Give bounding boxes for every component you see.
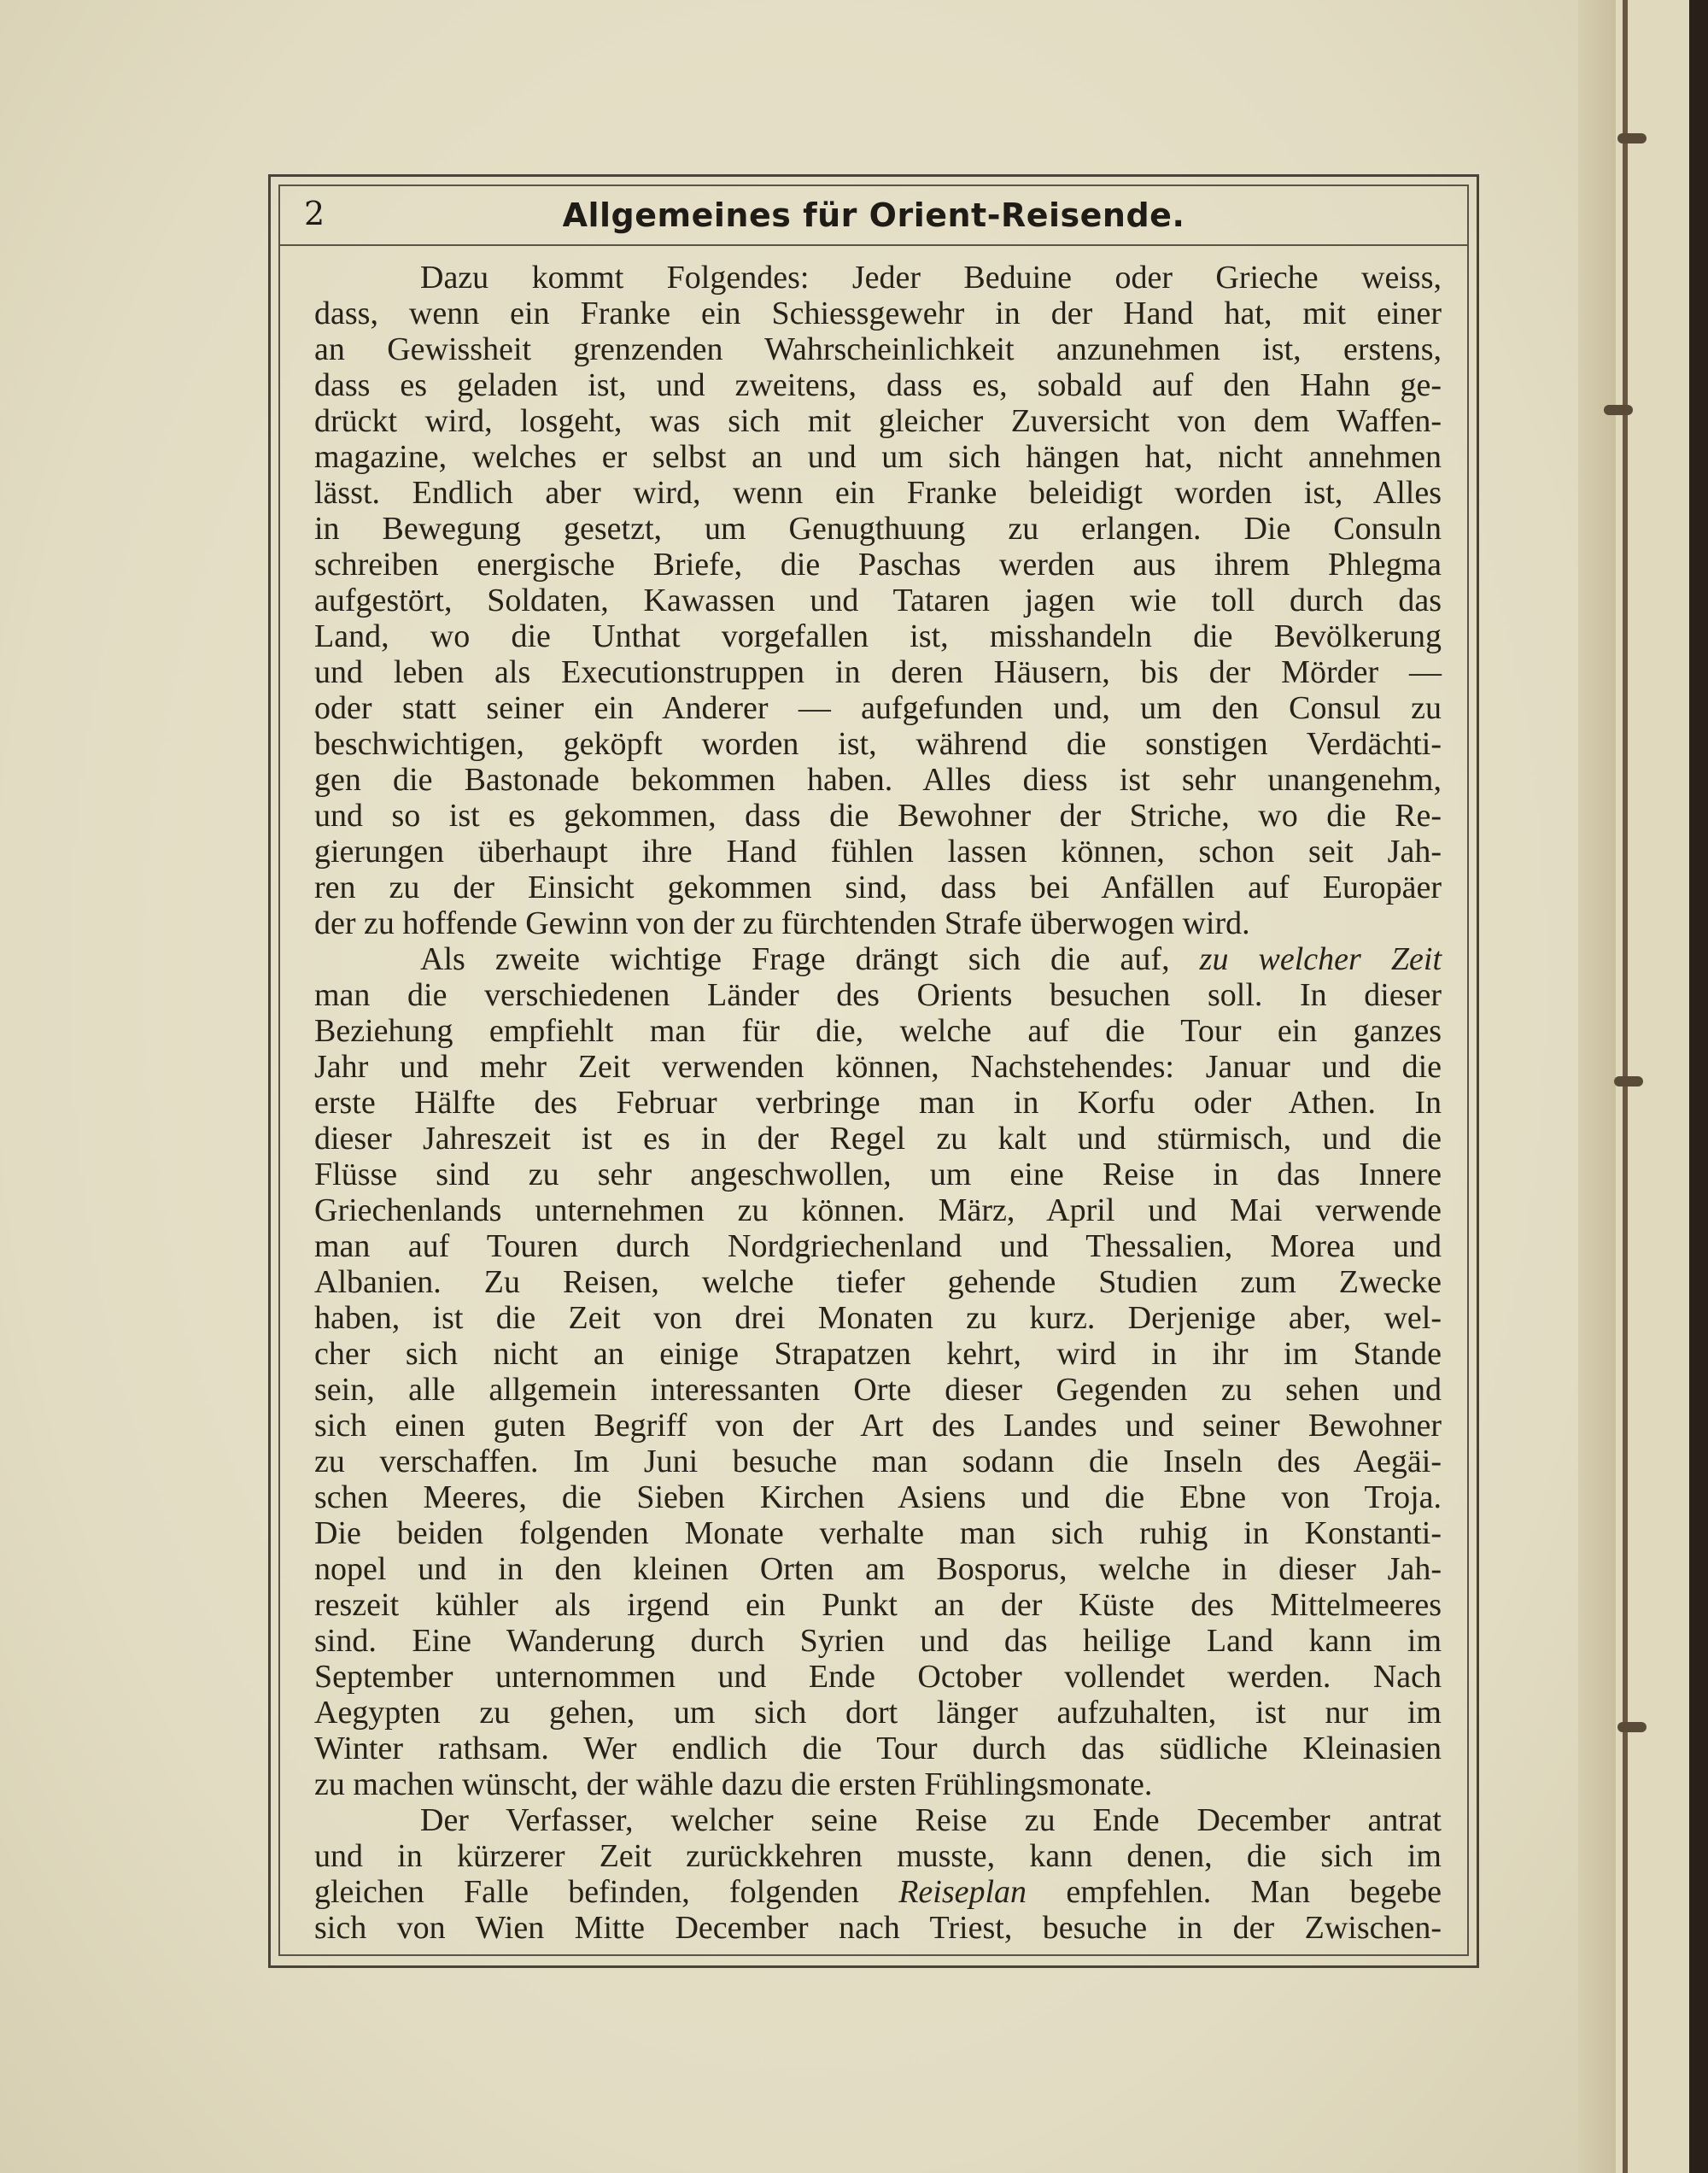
text-line: Flüsse sind zu sehr angeschwollen, um eine Reise in das Innere	[314, 1157, 1442, 1192]
text-line: gen die Bastonade bekommen haben. Alles diess ist sehr unangenehm,	[314, 762, 1442, 798]
text-line: drückt wird, losgeht, was sich mit gleicher Zuversicht von dem Waffen-	[314, 403, 1442, 439]
text-line: Jahr und mehr Zeit verwenden können, Nachstehendes: Januar und die	[314, 1049, 1442, 1085]
page-edge	[1578, 0, 1616, 2173]
paragraph-2	[314, 941, 1442, 1802]
text-line: schen Meeres, die Sieben Kirchen Asiens und die Ebne von Troja.	[314, 1479, 1442, 1515]
binding-stitch	[1604, 405, 1633, 415]
text-line: Der Verfasser, welcher seine Reise zu Ende December antrat	[420, 1802, 1442, 1838]
text-line: haben, ist die Zeit von drei Monaten zu kurz. Derjenige aber, wel-	[314, 1300, 1442, 1336]
text-line: oder statt seiner ein Anderer — aufgefunden und, um den Consul zu	[314, 690, 1442, 726]
text-line: zu verschaffen. Im Juni besuche man sodann die Inseln des Aegäi-	[314, 1444, 1442, 1479]
text-line: lässt. Endlich aber wird, wenn ein Franke beleidigt worden ist, Alles	[314, 475, 1442, 511]
book-spine	[1689, 0, 1708, 2173]
italic-phrase: zu welcher Zeit	[1199, 941, 1442, 977]
text-line: Griechenlands unternehmen zu können. März, April und Mai verwende	[314, 1192, 1442, 1228]
page-number: 2	[304, 195, 325, 232]
binding-stitch	[1617, 1722, 1647, 1732]
text-line: sich von Wien Mitte December nach Triest, besuche in der Zwischen-	[314, 1910, 1442, 1946]
paragraph-1	[314, 260, 1442, 941]
text-line: und leben als Executionstruppen in deren Häusern, bis der Mörder —	[314, 654, 1442, 690]
text-line: cher sich nicht an einige Strapatzen kehrt, wird in ihr im Stande	[314, 1336, 1442, 1372]
text-line: Land, wo die Unthat vorgefallen ist, misshandeln die Bevölkerung	[314, 618, 1442, 654]
binding-stitch	[1617, 133, 1647, 144]
text-line: und so ist es gekommen, dass die Bewohner der Striche, wo die Re-	[314, 798, 1442, 834]
text-line: beschwichtigen, geköpft worden ist, während die sonstigen Verdächti-	[314, 726, 1442, 762]
text-line: sich einen guten Begriff von der Art des Landes und seiner Bewohner	[314, 1408, 1442, 1444]
text-line: nopel und in den kleinen Orten am Bosporus, welche in dieser Jah-	[314, 1551, 1442, 1587]
italic-phrase: Reiseplan	[898, 1874, 1027, 1910]
text-line: Dazu kommt Folgendes: Jeder Beduine oder Grieche weiss,	[420, 260, 1442, 296]
text-line: Albanien. Zu Reisen, welche tiefer gehende Studien zum Zwecke	[314, 1264, 1442, 1300]
book-binding	[1616, 0, 1708, 2173]
text-line: schreiben energische Briefe, die Paschas werden aus ihrem Phlegma	[314, 547, 1442, 583]
text-line: Beziehung empfiehlt man für die, welche auf die Tour ein ganzes	[314, 1013, 1442, 1049]
text-line: aufgestört, Soldaten, Kawassen und Tataren jagen wie toll durch das	[314, 583, 1442, 618]
text-line: sind. Eine Wanderung durch Syrien und das heilige Land kann im	[314, 1623, 1442, 1659]
text-line: sein, alle allgemein interessanten Orte dieser Gegenden zu sehen und	[314, 1372, 1442, 1408]
text-line: gierungen überhaupt ihre Hand fühlen lassen können, schon seit Jah-	[314, 834, 1442, 870]
text-line: der zu hoffende Gewinn von der zu fürchtenden Strafe überwogen wird.	[314, 905, 1250, 941]
text-line: man auf Touren durch Nordgriechenland und Thessalien, Morea und	[314, 1228, 1442, 1264]
text-line: Winter rathsam. Wer endlich die Tour durch das südliche Kleinasien	[314, 1731, 1442, 1766]
text-line: reszeit kühler als irgend ein Punkt an der Küste des Mittelmeeres	[314, 1587, 1442, 1623]
text-line: und in kürzerer Zeit zurückkehren musste, kann denen, die sich im	[314, 1838, 1442, 1874]
paragraph-3	[314, 1802, 1442, 1946]
text-line: Die beiden folgenden Monate verhalte man sich ruhig in Konstanti-	[314, 1515, 1442, 1551]
text-line: dass, wenn ein Franke ein Schiessgewehr in der Hand hat, mit einer	[314, 296, 1442, 331]
text-line: Aegypten zu gehen, um sich dort länger aufzuhalten, ist nur im	[314, 1695, 1442, 1731]
text-line: dass es geladen ist, und zweitens, dass es, sobald auf den Hahn ge-	[314, 367, 1442, 403]
text-line: an Gewissheit grenzenden Wahrscheinlichkeit anzunehmen ist, erstens,	[314, 331, 1442, 367]
text-line: September unternommen und Ende October vollendet werden. Nach	[314, 1659, 1442, 1695]
text-line: magazine, welches er selbst an und um sich hängen hat, nicht annehmen	[314, 439, 1442, 475]
text-run: empfehlen. Man begebe	[1066, 1874, 1442, 1910]
body-text	[314, 260, 1442, 1946]
text-line	[314, 941, 1442, 977]
text-line	[314, 1874, 1442, 1910]
binding-stitch	[1614, 1076, 1643, 1086]
page-header	[278, 184, 1469, 246]
text-line: man die verschiedenen Länder des Orients besuchen soll. In dieser	[314, 977, 1442, 1013]
text-line: ren zu der Einsicht gekommen sind, dass bei Anfällen auf Europäer	[314, 870, 1442, 905]
text-run: Als zweite wichtige Frage drängt sich die auf,	[420, 941, 1170, 977]
binding-thread	[1623, 0, 1628, 2173]
running-head: Allgemeines für Orient-Reisende.	[562, 196, 1185, 234]
text-line: dieser Jahreszeit ist es in der Regel zu kalt und stürmisch, und die	[314, 1121, 1442, 1157]
text-line: in Bewegung gesetzt, um Genugthuung zu erlangen. Die Consuln	[314, 511, 1442, 547]
text-run: gleichen Falle befinden, folgenden	[314, 1874, 859, 1910]
text-line: zu machen wünscht, der wähle dazu die ersten Frühlingsmonate.	[314, 1766, 1153, 1802]
text-line: erste Hälfte des Februar verbringe man in Korfu oder Athen. In	[314, 1085, 1442, 1121]
